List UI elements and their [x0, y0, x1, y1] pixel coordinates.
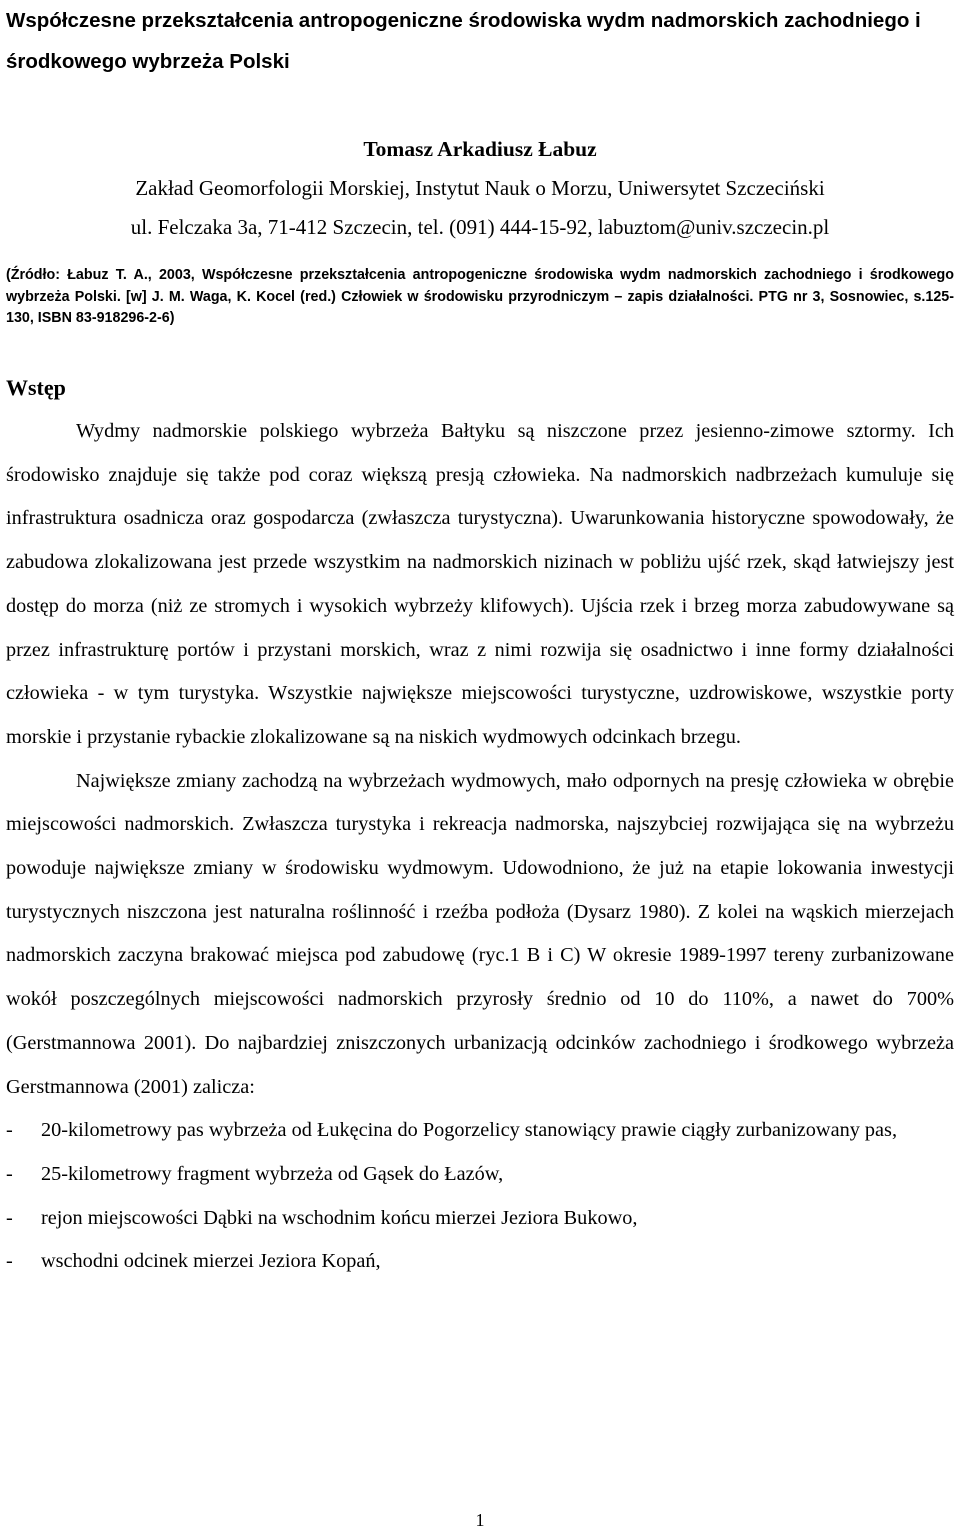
list-item	[6, 1153, 954, 1197]
section-heading: Wstęp	[6, 375, 66, 400]
author-block	[0, 130, 960, 247]
paragraph: Największe zmiany zachodzą na wybrzeżach wydmowych, mało odpornych na presję człowieka w obrębie miejscowości nadmorskich. Zwłaszcza turystyka i rekreacja nadmorska, najszybciej rozwijająca się na wybrzeżu powoduje największe zmiany w środowisku wydmowym. Udowodniono, że już na etapie lokowania inwestycji turystycznych niszczona jest naturalna roślinność i rzeźba podłoża (Dysarz 1980). Z kolei na wąskich mierzejach nadmorskich zaczyna brakować miejsca pod zabudowę (ryc.1 B i C) W okresie 1989-1997 tereny zurbanizowane wokół poszczególnych miejscowości nadmorskich przyrosły średnio od 10 do 110%, a nawet do 700% (Gerstmannowa 2001). Do najbardziej zniszczonych urbanizacją odcinków zachodniego i środkowego wybrzeża Gerstmannowa (2001) zalicza:	[6, 769, 954, 1098]
list-marker: -	[6, 1119, 13, 1142]
page-number: 1	[475, 1510, 485, 1530]
list-item-text: wschodni odcinek mierzei Jeziora Kopań,	[41, 1250, 381, 1273]
paragraph: Wydmy nadmorskie polskiego wybrzeża Bałtyku są niszczone przez jesienno-zimowe sztormy. Ich środowisko znajduje się także pod coraz większą presją człowieka. Na nadmorskich nadbrzeżach kumuluje się infrastruktura osadnicza oraz gospodarcza (zwłaszcza turystyczna). Uwarunkowania historyczne spowodowały, że zabudowa zlokalizowana jest przede wszystkim na nadmorskich nizinach w pobliżu ujść rzek, skąd łatwiejszy jest dostęp do morza (niż ze stromych i wysokich wybrzeży klifowych). Ujścia rzek i brzeg morza zabudowywane są przez infrastrukturę portów i przystani morskich, wraz z nimi rozwija się osadnictwo i inne formy działalności człowieka - w tym turystyka. Wszystkie największe miejscowości turystyczne, uzdrowiskowe, wszystkie porty morskie i przystanie rybackie zlokalizowane są na niskich wydmowych odcinkach brzegu.	[6, 420, 954, 748]
list-item	[6, 1240, 954, 1284]
body-text	[6, 410, 954, 1284]
address: ul. Felczaka 3a, 71-412 Szczecin, tel. (091) 444-15-92, labuztom@univ.szczecin.pl	[130, 215, 830, 239]
list-item-text: rejon miejscowości Dąbki na wschodnim końcu mierzei Jeziora Bukowo,	[41, 1206, 638, 1229]
bullet-list	[6, 1109, 954, 1284]
list-item	[6, 1109, 954, 1153]
list-marker: -	[6, 1162, 13, 1185]
list-item-text: 20-kilometrowy pas wybrzeża od Łukęcina do Pogorzelicy stanowiący prawie ciągły zurbanizowany pas,	[41, 1119, 898, 1142]
source-citation: (Źródło: Łabuz T. A., 2003, Współczesne przekształcenia antropogeniczne środowiska wydm nadmorskich zachodniego i środkowego wybrzeża Polski. [w] J. M. Waga, K. Kocel (red.) Człowiek w środowisku przyrodniczym – zapis działalności. PTG nr 3, Sosnowiec, s.125-130, ISBN 83-918296-2-6)	[6, 267, 954, 326]
list-item	[6, 1197, 954, 1241]
affiliation: Zakład Geomorfologii Morskiej, Instytut Nauk o Morzu, Uniwersytet Szczeciński	[135, 176, 825, 200]
list-item-text: 25-kilometrowy fragment wybrzeża od Gąsek do Łazów,	[41, 1162, 504, 1185]
author-name: Tomasz Arkadiusz Łabuz	[363, 137, 597, 161]
list-marker: -	[6, 1250, 13, 1273]
document-title: Współczesne przekształcenia antropogeniczne środowiska wydm nadmorskich zachodniego i środkowego wybrzeża Polski	[6, 9, 921, 73]
list-marker: -	[6, 1206, 13, 1229]
